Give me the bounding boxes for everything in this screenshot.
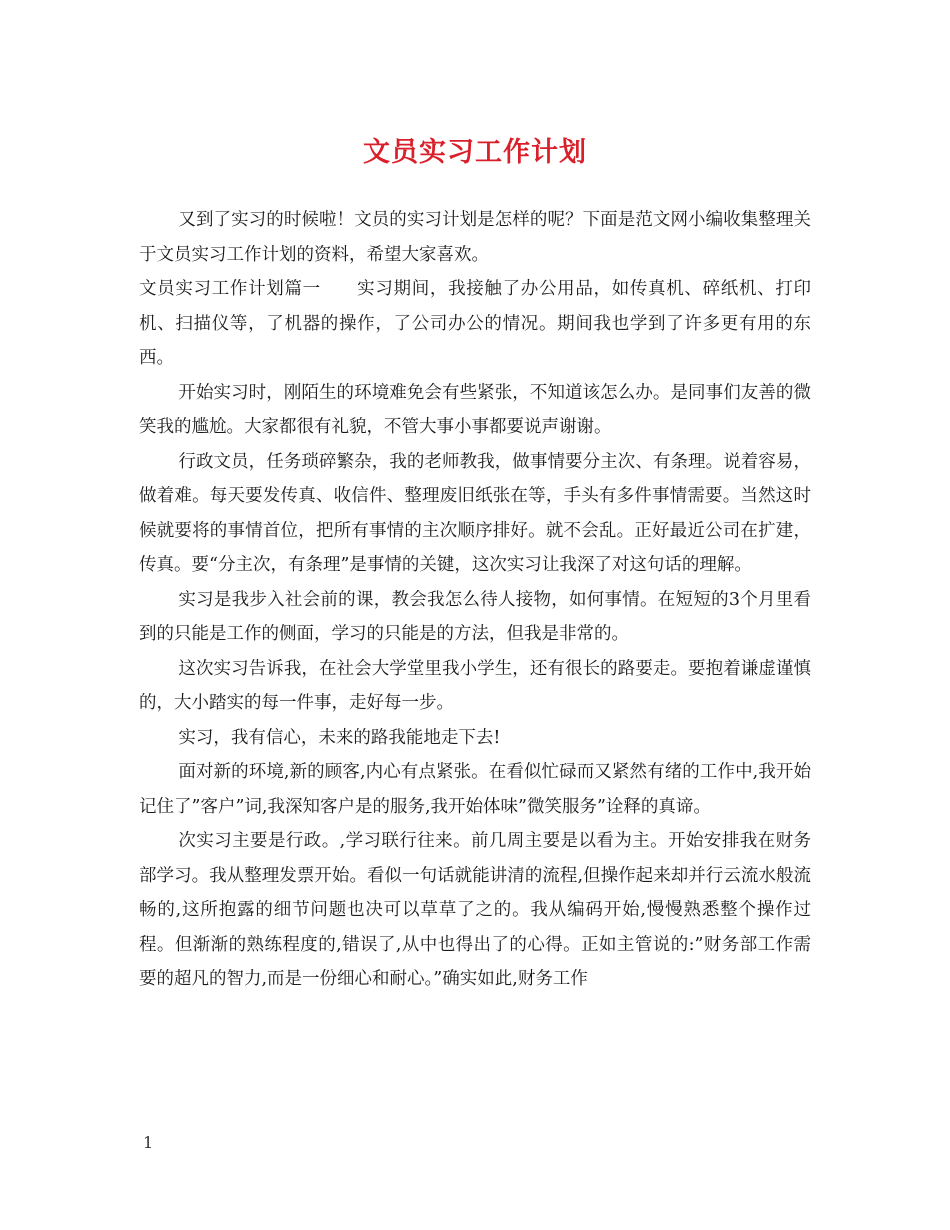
paragraph: 开始实习时，刚陌生的环境难免会有些紧张，不知道该怎么办。是同事们友善的微笑我的尴尬。大家都很有礼貌，不管大事小事都要说声谢谢。 <box>139 382 811 437</box>
paragraph: 面对新的环境,新的顾客,内心有点紧张。在看似忙碌而又紧然有绪的工作中,我开始记住了”客户”词,我深知客户是的服务,我开始体味”微笑服务”诠释的真谛。 <box>139 762 811 817</box>
paragraph-part-one: 文员实习工作计划篇一 实习期间，我接触了办公用品，如传真机、碎纸机、打印机、扫描仪等，了机器的操作，了公司办公的情况。期间我也学到了许多更有用的东西。 <box>139 279 811 368</box>
page-number: 1 <box>143 1133 154 1152</box>
paragraph: 实习，我有信心，未来的路我能地走下去! <box>178 727 501 748</box>
document-body <box>139 203 811 997</box>
paragraph: 实习是我步入社会前的课，教会我怎么待人接物，如何事情。在短短的3个月里看到的只能是工作的侧面，学习的只能是的方法，但我是非常的。 <box>139 589 811 644</box>
paragraph: 次实习主要是行政。,学习联行往来。前几周主要是以看为主。开始安排我在财务部学习。我从整理发票开始。看似一句话就能讲清的流程,但操作起来却并行云流水般流畅的,这所抱露的细节问题也决可以草草了之的。我从编码开始,慢慢熟悉整个操作过程。但渐渐的熟练程度的,错误了,从中也得出了的心得。正如主管说的:”财务部工作需要的超凡的智力,而是一份细心和耐心。”确实如此,财务工作 <box>139 831 811 989</box>
paragraph: 这次实习告诉我，在社会大学堂里我小学生，还有很长的路要走。要抱着谦虚谨慎的，大小踏实的每一件事，走好每一步。 <box>139 658 811 713</box>
document-title: 文员实习工作计划 <box>363 137 587 168</box>
paragraph: 行政文员，任务琐碎繁杂，我的老师教我，做事情要分主次、有条理。说着容易，做着难。每天要发传真、收信件、整理废旧纸张在等，手头有多件事情需要。当然这时候就要将的事情首位，把所有事情的主次顺序排好。就不会乱。正好最近公司在扩建，传真。要“分主次，有条理”是事情的关键，这次实习让我深了对这句话的理解。 <box>139 451 811 575</box>
paragraph-intro: 又到了实习的时候啦！文员的实习计划是怎样的呢？下面是范文网小编收集整理关于文员实习工作计划的资料，希望大家喜欢。 <box>139 210 811 265</box>
